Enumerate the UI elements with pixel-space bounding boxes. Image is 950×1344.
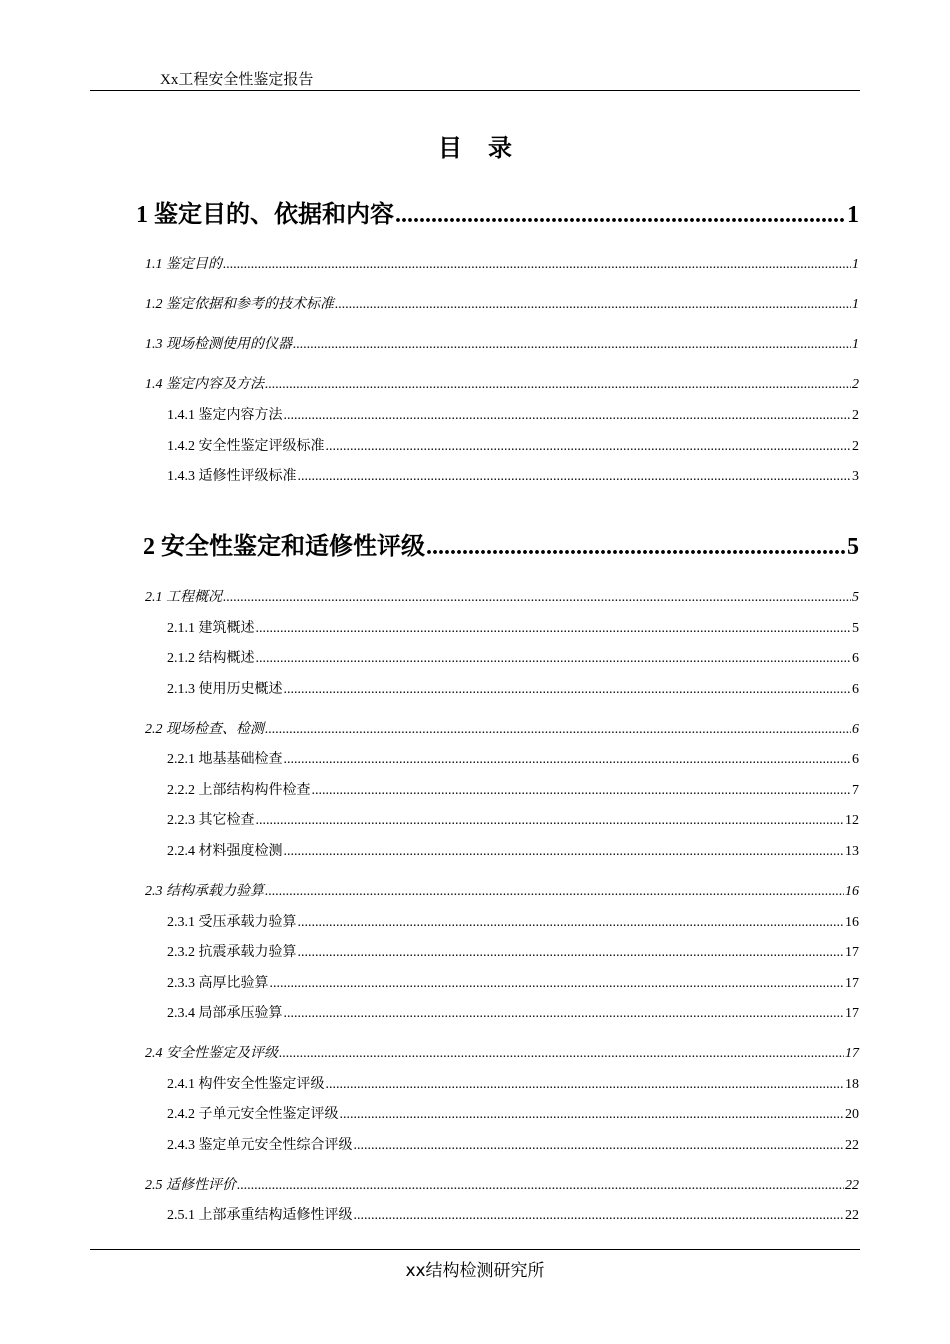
toc-entry-page: 1 [852, 297, 859, 312]
toc-entry[interactable] [167, 1002, 859, 1022]
toc-entry-label: 1.1 鉴定目的 [145, 257, 222, 272]
toc-entry-label: 2.3.2 抗震承载力验算 [167, 945, 297, 960]
toc-leader [223, 257, 851, 273]
toc-leader [395, 202, 846, 229]
toc-entry[interactable] [167, 748, 859, 768]
toc-entry-label: 2.2 现场检查、检测 [145, 722, 264, 737]
toc-entry[interactable] [167, 678, 859, 698]
toc-entry-label: 2.1.1 建筑概述 [167, 621, 255, 636]
toc-leader [335, 297, 851, 313]
toc-entry-label: 2.3.1 受压承载力验算 [167, 915, 297, 930]
toc-entry-page: 17 [845, 976, 859, 991]
toc-entry-label: 2.4.1 构件安全性鉴定评级 [167, 1077, 325, 1092]
toc-entry-page: 6 [852, 722, 859, 737]
toc-leader [298, 915, 845, 931]
toc-entry[interactable] [167, 972, 859, 992]
toc-entry-label: 2.2.1 地基基础检查 [167, 752, 283, 767]
toc-entry[interactable] [167, 1103, 859, 1123]
toc-entry[interactable] [167, 404, 859, 424]
toc-entry-label: 2.3 结构承载力验算 [145, 884, 264, 899]
toc-entry-page: 22 [845, 1178, 859, 1193]
toc-entry-label: 2.5.1 上部承重结构适修性评级 [167, 1208, 353, 1223]
toc-entry-label: 2.2.4 材料强度检测 [167, 844, 283, 859]
toc-entry[interactable] [167, 840, 859, 860]
toc-leader [237, 1178, 844, 1194]
toc-entry[interactable] [167, 647, 859, 667]
toc-entry[interactable] [167, 617, 859, 637]
toc-entry-page: 7 [852, 783, 859, 798]
toc-leader [326, 1077, 845, 1093]
toc-leader [284, 682, 852, 698]
toc-entry-label: 2.4.2 子单元安全性鉴定评级 [167, 1107, 339, 1122]
toc-entry[interactable] [145, 586, 859, 606]
toc-entry-page: 5 [852, 590, 859, 605]
toc-entry-label: 1.4.2 安全性鉴定评级标准 [167, 439, 325, 454]
toc-entry-page: 5 [847, 534, 859, 560]
toc-leader [312, 783, 852, 799]
toc-leader [426, 534, 846, 561]
toc-entry[interactable] [145, 1042, 859, 1062]
toc-leader [284, 752, 852, 768]
toc-entry[interactable] [145, 253, 859, 273]
toc-leader [293, 337, 851, 353]
toc-entry-page: 1 [852, 257, 859, 272]
toc-entry-page: 1 [847, 202, 859, 228]
toc-entry[interactable] [167, 809, 859, 829]
toc-entry-page: 2 [852, 377, 859, 392]
toc-leader [298, 945, 845, 961]
toc-entry[interactable] [145, 333, 859, 353]
toc-entry[interactable] [143, 526, 859, 561]
toc-entry-page: 6 [852, 682, 859, 697]
toc-entry[interactable] [145, 718, 859, 738]
toc-entry-label: 1.4.1 鉴定内容方法 [167, 408, 283, 423]
toc-leader [270, 976, 845, 992]
toc-entry-page: 20 [845, 1107, 859, 1122]
toc-entry-label: 2.4.3 鉴定单元安全性综合评级 [167, 1138, 353, 1153]
toc-entry[interactable] [145, 373, 859, 393]
toc-entry-label: 1.4 鉴定内容及方法 [145, 377, 264, 392]
toc-entry[interactable] [167, 911, 859, 931]
toc-leader [340, 1107, 845, 1123]
toc-entry-page: 2 [852, 439, 859, 454]
toc-leader [256, 621, 852, 637]
toc-entry-label: 2.2.2 上部结构构件检查 [167, 783, 311, 798]
toc-entry[interactable] [145, 880, 859, 900]
toc-entry-page: 17 [845, 945, 859, 960]
toc-leader [279, 1046, 844, 1062]
toc-entry[interactable] [167, 941, 859, 961]
toc-entry-page: 6 [852, 651, 859, 666]
toc-entry-label: 2.4 安全性鉴定及评级 [145, 1046, 278, 1061]
toc-entry[interactable] [167, 435, 859, 455]
toc-entry-page: 16 [845, 884, 859, 899]
toc-leader [284, 844, 845, 860]
toc-entry-label: 2.3.3 高厚比验算 [167, 976, 269, 991]
toc-entry[interactable] [167, 1073, 859, 1093]
footer-org: xx结构检测研究所 [405, 1261, 545, 1281]
toc-leader [284, 1006, 845, 1022]
toc-entry-page: 6 [852, 752, 859, 767]
toc-leader [265, 884, 844, 900]
footer-rule [90, 1249, 860, 1250]
toc-entry-label: 2.3.4 局部承压验算 [167, 1006, 283, 1021]
toc-entry-label: 2.1.3 使用历史概述 [167, 682, 283, 697]
toc-entry[interactable] [167, 465, 859, 485]
toc-entry-label: 1.4.3 适修性评级标准 [167, 469, 297, 484]
toc-entry-page: 17 [845, 1046, 859, 1061]
toc-leader [354, 1138, 845, 1154]
toc-leader [326, 439, 852, 455]
toc-entry-label: 1 鉴定目的、依据和内容 [136, 202, 394, 228]
running-header: Xx工程安全性鉴定报告 [160, 72, 314, 88]
toc-entry-label: 2.2.3 其它检查 [167, 813, 255, 828]
toc-entry-label: 2.1.2 结构概述 [167, 651, 255, 666]
toc-entry-page: 16 [845, 915, 859, 930]
toc-title: 目录 [438, 136, 538, 162]
toc-entry-page: 17 [845, 1006, 859, 1021]
toc-entry-page: 2 [852, 408, 859, 423]
toc-entry-page: 22 [845, 1138, 859, 1153]
toc-entry[interactable] [145, 293, 859, 313]
toc-entry-label: 1.2 鉴定依据和参考的技术标准 [145, 297, 334, 312]
toc-entry[interactable] [167, 1204, 859, 1224]
toc-entry[interactable] [167, 1134, 859, 1154]
toc-entry-label: 2.1 工程概况 [145, 590, 222, 605]
toc-entry-page: 12 [845, 813, 859, 828]
toc-leader [256, 651, 852, 667]
toc-entry-page: 1 [852, 337, 859, 352]
toc-entry[interactable] [145, 1174, 859, 1194]
toc-entry-label: 1.3 现场检测使用的仪器 [145, 337, 292, 352]
toc-entry-label: 2 安全性鉴定和适修性评级 [143, 534, 425, 560]
toc-leader [265, 722, 851, 738]
toc-leader [354, 1208, 845, 1224]
toc-entry-page: 5 [852, 621, 859, 636]
header-rule [90, 90, 860, 91]
toc-entry-page: 18 [845, 1077, 859, 1092]
toc-leader [265, 377, 851, 393]
toc-leader [284, 408, 852, 424]
toc-entry[interactable] [136, 194, 859, 229]
toc-entry[interactable] [167, 779, 859, 799]
toc-entry-page: 13 [845, 844, 859, 859]
toc-entry-page: 22 [845, 1208, 859, 1223]
toc-entry-page: 3 [852, 469, 859, 484]
toc-entry-label: 2.5 适修性评价 [145, 1178, 236, 1193]
toc-leader [256, 813, 845, 829]
toc-leader [223, 590, 851, 606]
toc-leader [298, 469, 852, 485]
